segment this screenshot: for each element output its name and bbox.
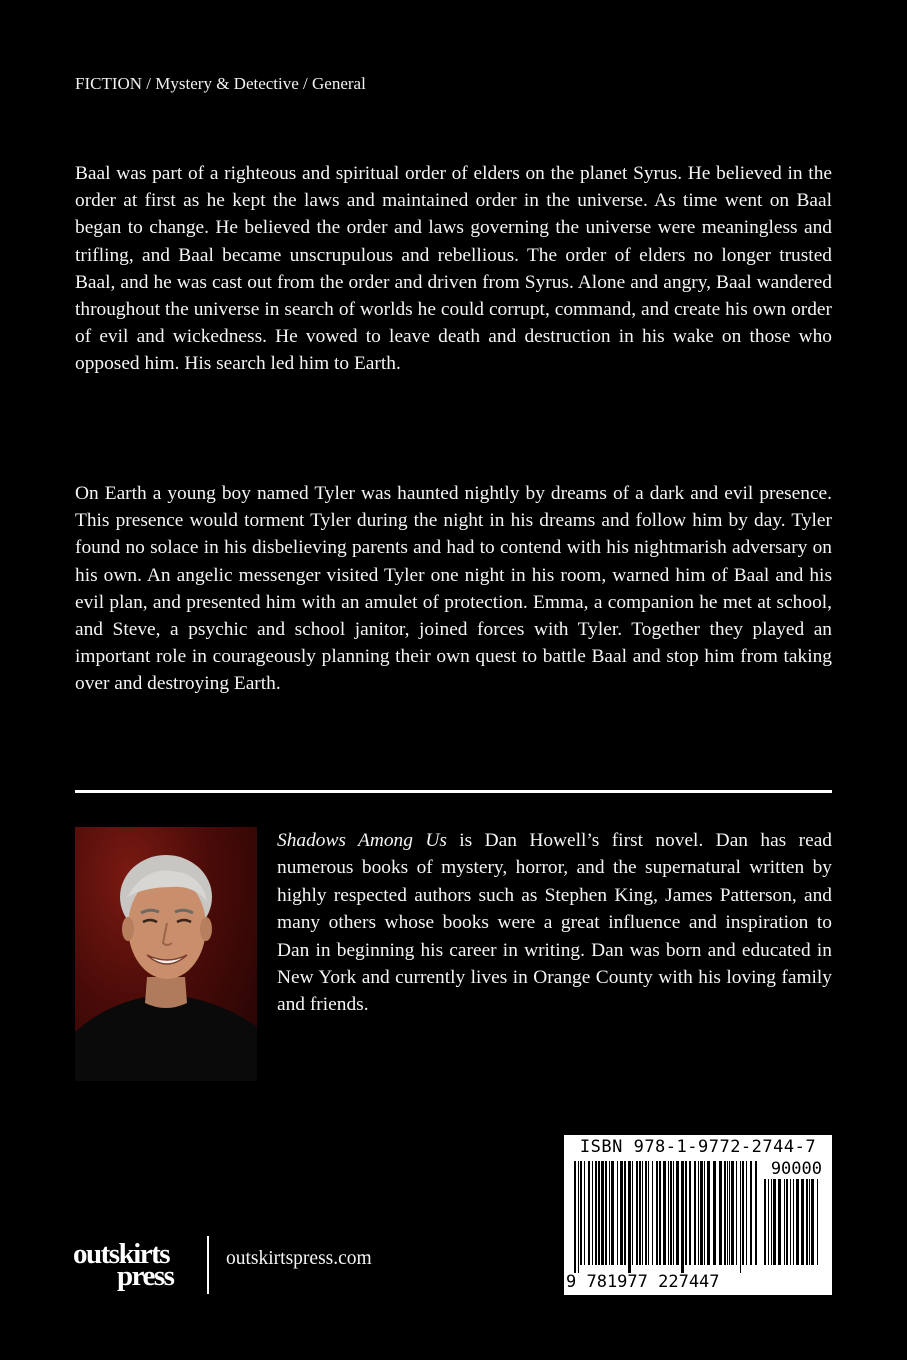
ean-barcode-bars [574,1161,758,1275]
barcode-bar [670,1161,672,1265]
barcode-bar [698,1161,699,1265]
barcode-bar [809,1179,810,1265]
author-photo [75,827,257,1081]
price-code: 90000 [770,1159,822,1179]
barcode-bar [700,1161,703,1265]
barcode-bar [609,1161,610,1265]
barcode-bar [642,1161,643,1265]
barcode-bar [676,1161,679,1265]
isbn-barcode [564,1135,832,1295]
barcode-bar [729,1161,730,1265]
ean-number: 9 781977 227447 [566,1272,720,1292]
barcode-bar [578,1161,579,1273]
barcode-bar [750,1161,752,1265]
barcode-bar [724,1161,726,1265]
barcode-bar [713,1161,716,1265]
barcode-bar [611,1161,614,1265]
barcode-bar [632,1161,633,1265]
section-divider [75,790,832,793]
barcode-bar [811,1179,814,1265]
barcode-bar [746,1161,747,1265]
publisher-website[interactable]: outskirtspress.com [226,1248,372,1269]
author-portrait-illustration [75,827,257,1081]
barcode-bar [592,1161,593,1265]
barcode-bar [801,1179,804,1265]
barcode-bar [620,1161,623,1265]
barcode-bar [771,1179,772,1265]
barcode-bar [694,1161,696,1265]
barcode-bar [656,1161,658,1265]
book-title: Shadows Among Us [277,830,447,851]
addon-barcode-bars [764,1179,822,1275]
barcode-bar [601,1161,604,1265]
isbn-number: ISBN 978-1-9772-2744-7 [579,1137,817,1157]
barcode-bar [659,1161,661,1265]
barcode-bar [796,1179,799,1265]
barcode-bar [681,1161,684,1273]
barcode-bar [736,1161,737,1265]
barcode-bar [639,1161,641,1265]
barcode-bar [704,1161,705,1265]
barcode-bar [645,1161,647,1265]
barcode-bar [773,1179,776,1265]
barcode-bar [588,1161,590,1265]
barcode-bar [689,1161,691,1265]
publisher-logo-bottom: press [117,1260,174,1292]
barcode-bar [595,1161,597,1265]
barcode-bar [731,1161,734,1265]
author-bio [277,827,832,1019]
barcode-bar [685,1161,687,1265]
barcode-bar [580,1161,582,1265]
barcode-bar [584,1161,585,1265]
barcode-bar [574,1161,576,1273]
barcode-bar [784,1179,785,1265]
barcode-bar [742,1161,744,1265]
barcode-bar [707,1161,710,1265]
barcode-bar [793,1179,794,1265]
barcode-bar [605,1161,607,1265]
barcode-bar [778,1179,781,1265]
barcode-bar [668,1161,669,1265]
barcode-bar [755,1161,757,1265]
barcode-bar [719,1161,722,1265]
barcode-bar [768,1179,769,1265]
publisher-logo [73,1238,193,1298]
barcode-bar [786,1179,788,1265]
barcode-bar [624,1161,626,1265]
barcode-bar [652,1161,653,1265]
barcode-bar [598,1161,600,1265]
category-label: FICTION / Mystery & Detective / General [75,74,366,93]
barcode-bar [806,1179,808,1265]
barcode-bar [790,1179,791,1265]
blurb-paragraph-2: On Earth a young boy named Tyler was haunted nightly by dreams of a dark and evil presence. This presence would torment Tyler during the night in his dreams and follow him by day. Tyler found no solace in his disbelieving parents and had to contend with his nightmarish adversary on his own. An angelic messenger visited Tyler one night in his room, warned him of Baal and his evil plan, and presented him with an amulet of protection. Emma, a companion he met at school, and Steve, a psychic and school janitor, joined forces with Tyler. Together they played an important role in courageously planning their own quest to battle Baal and stop him from taking over and destroying Earth. [75,483,832,695]
barcode-bar [628,1161,631,1273]
barcode-bar [648,1161,649,1265]
barcode-bar [764,1179,766,1265]
barcode-bar [727,1161,728,1265]
barcode-bar [740,1161,741,1273]
barcode-bar [617,1161,618,1265]
barcode-bar [673,1161,674,1265]
author-bio-text: is Dan Howell’s first novel. Dan has read numerous books of mystery, horror, and the supernatural written by highly respected authors such as Stephen King, James Patterson, and many others whose books were a great influence and inspiration to Dan in beginning his career in writing. Dan was born and educated in New York and currently lives in Orange County with his loving family and friends. [277,830,832,1016]
barcode-bar [663,1161,666,1265]
barcode-bar [636,1161,638,1265]
logo-separator [207,1236,209,1294]
blurb-paragraph-1: Baal was part of a righteous and spiritual order of elders on the planet Syrus. He believed in the order at first as he kept the laws and maintained order in the universe. As time went on Baal began to change. He believed the order and laws governing the universe were meaningless and trifling, and Baal became unscrupulous and rebellious. The order of elders no longer trusted Baal, and he was cast out from the order and driven from Syrus. Alone and angry, Baal wandered throughout the universe in search of worlds he could corrupt, command, and create his own order of evil and wickedness. He vowed to leave death and destruction in his wake on those who opposed him. His search led him to Earth. [75,163,832,375]
barcode-bar [817,1179,818,1265]
publisher-logo-top: outskirts [73,1238,170,1270]
